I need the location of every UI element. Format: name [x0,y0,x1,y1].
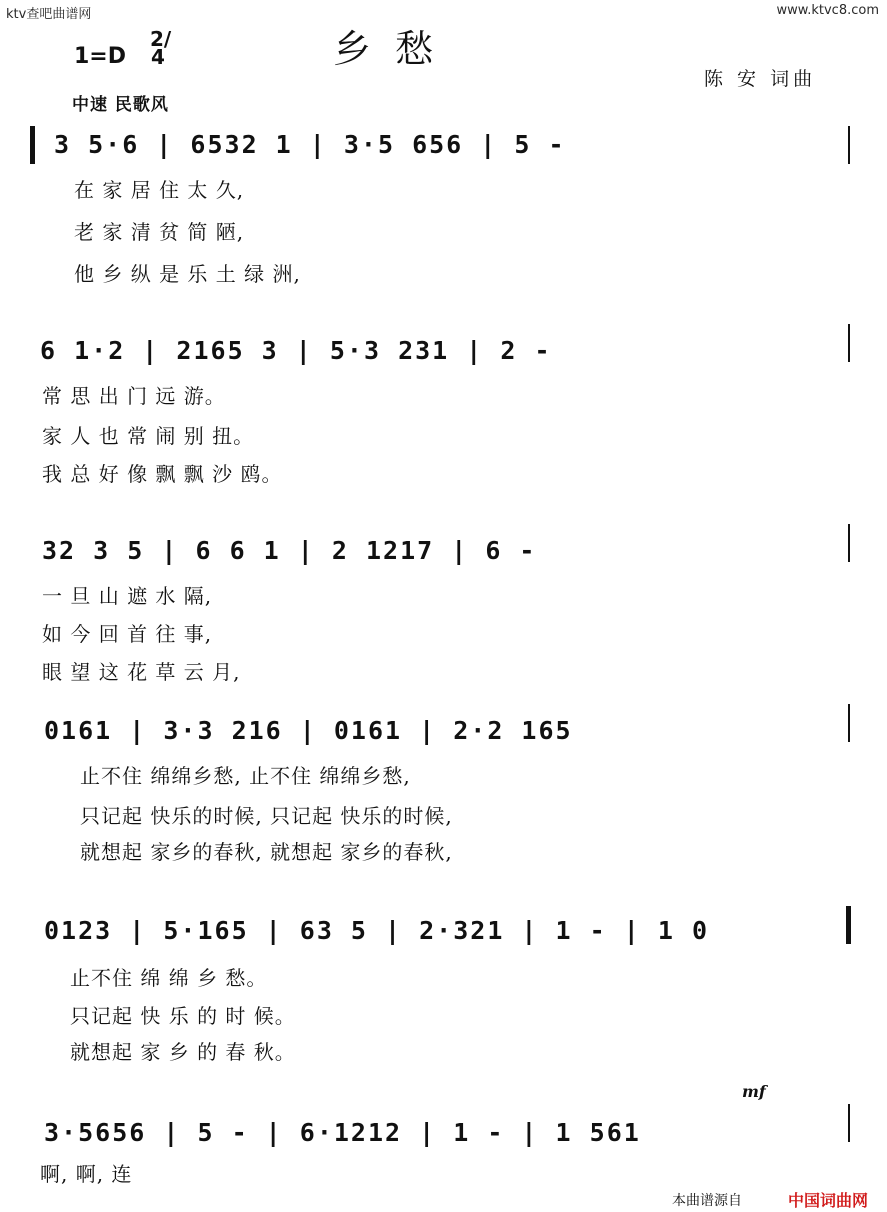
notation-line-2: 6 1·2 | 2165 3 | 5·3 231 | 2 - [40,336,552,365]
lyric-line: 我 总 好 像 飘 飘 沙 鸥。 [42,462,283,486]
lyric-line: 只记起 快乐的时候, 只记起 快乐的时候, [80,804,453,828]
lyric-line: 啊, 啊, 连 [40,1162,133,1186]
barline [848,524,850,562]
repeat-start-barline [30,126,35,164]
footer-brand-logo: 中国词曲网 [788,1191,869,1210]
watermark-left: ktv查吧曲谱网 [6,7,92,22]
lyric-line: 只记起 快 乐 的 时 候。 [70,1004,296,1028]
notation-line-5: 0123 | 5·165 | 63 5 | 2·321 | 1 - | 1 0 [44,916,709,945]
barline [848,126,850,164]
lyric-line: 常 思 出 门 远 游。 [42,384,226,408]
watermark-right: www.ktvc8.com [776,3,879,18]
notation-line-6: 3·5656 | 5 - | 6·1212 | 1 - | 1 561 [44,1118,641,1147]
lyric-line: 老 家 清 贫 简 陋, [74,220,245,244]
song-title: 乡 愁 [333,27,440,71]
barline [848,704,850,742]
time-signature: 2/4 [150,27,172,69]
author-credit: 陈 安 词曲 [704,68,817,90]
footer-source: 本曲谱源自 [672,1193,742,1209]
lyric-line: 在 家 居 住 太 久, [74,178,245,202]
barline [848,324,850,362]
dynamic-marking: mf [742,1082,766,1101]
lyric-line: 就想起 家 乡 的 春 秋。 [70,1040,296,1064]
lyric-line: 止不住 绵绵乡愁, 止不住 绵绵乡愁, [80,764,411,788]
tempo-marking: 中速 民歌风 [72,95,169,115]
key-signature: 1=D [74,44,127,69]
lyric-line: 眼 望 这 花 草 云 月, [42,660,241,684]
notation-line-1: 3 5·6 | 6532 1 | 3·5 656 | 5 - [54,130,566,159]
lyric-line: 如 今 回 首 往 事, [42,622,213,646]
lyric-line: 家 人 也 常 闹 别 扭。 [42,424,255,448]
repeat-end-barline [846,906,851,944]
notation-line-3: 32 3 5 | 6 6 1 | 2 1217 | 6 - [42,536,537,565]
lyric-line: 止不住 绵 绵 乡 愁。 [70,966,268,990]
lyric-line: 就想起 家乡的春秋, 就想起 家乡的春秋, [80,840,453,864]
lyric-line: 他 乡 纵 是 乐 土 绿 洲, [74,262,301,286]
notation-line-4: 0161 | 3·3 216 | 0161 | 2·2 165 [44,716,573,745]
lyric-line: 一 旦 山 遮 水 隔, [42,584,213,608]
barline [848,1104,850,1142]
